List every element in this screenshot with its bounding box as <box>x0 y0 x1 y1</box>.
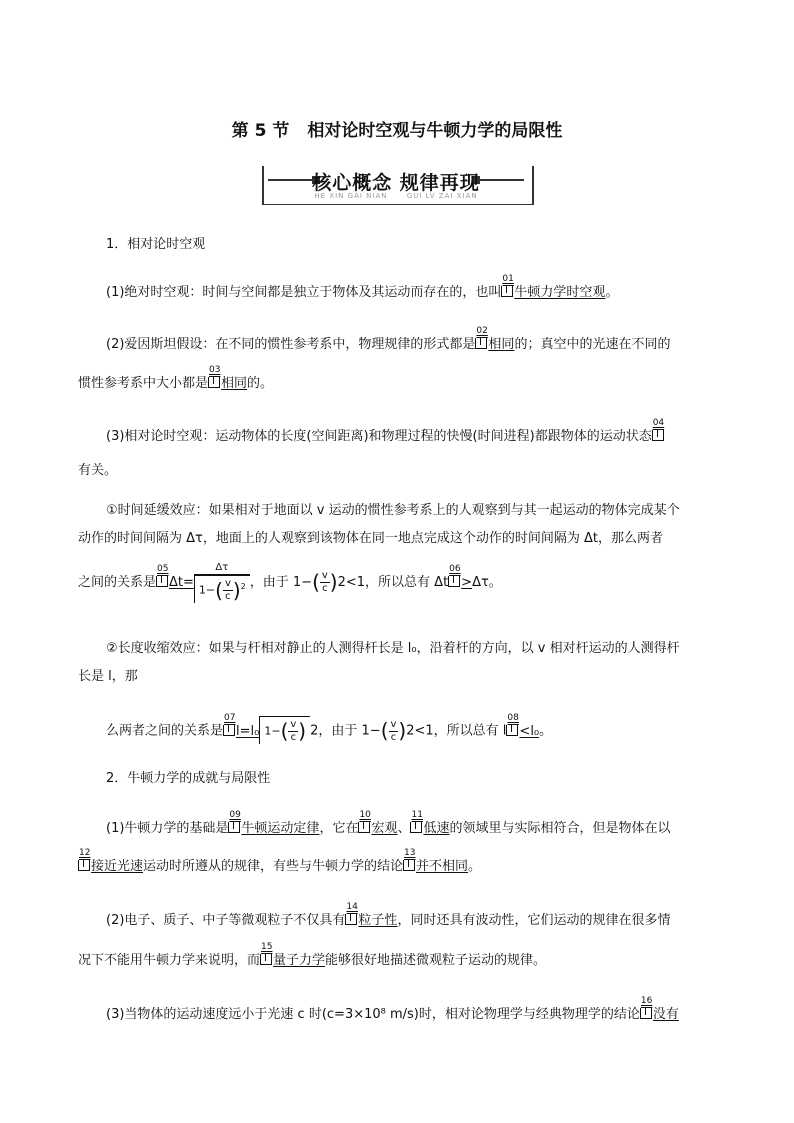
answer-text: 接近光速 <box>91 859 144 874</box>
paren-icon: ) <box>398 718 407 743</box>
answer-mark-icon <box>640 1008 652 1019</box>
text: (1)绝对时空观：时间与空间都是独立于物体及其运动而存在的，也叫 <box>106 285 502 300</box>
answer-blank-13 <box>403 848 469 875</box>
answer-text: Δt= <box>169 575 194 590</box>
text: ，同时还具有波动性，它们运动的规律在很多情 <box>397 913 671 928</box>
exponent: 2 <box>240 581 246 591</box>
answer-blank-03 <box>208 365 248 392</box>
answer-mark-icon <box>345 914 357 925</box>
blank-number: 06 <box>449 564 461 574</box>
answer-blank-11 <box>410 810 450 837</box>
blank-number: 13 <box>404 848 416 858</box>
banner-main-text: 核心概念 规律再现 <box>312 172 480 194</box>
time-dilation-line1: ①时间延缓效应：如果相对于地面以 v 运动的惯性参考系上的人观察到与其一起运动的物体完成某个 <box>106 503 680 518</box>
denominator <box>194 575 250 603</box>
blank-number: 16 <box>640 996 653 1006</box>
blank-number: 11 <box>411 810 423 820</box>
paragraph-2-2-line1 <box>106 902 671 929</box>
answer-mark-icon <box>410 822 422 833</box>
blank-number: 08 <box>507 712 519 723</box>
answer-mark-icon <box>228 822 240 833</box>
text: 。 <box>539 723 553 739</box>
blank-number: 02 <box>476 326 488 336</box>
answer-text: 低速 <box>423 821 450 836</box>
answer-text: 宏观 <box>371 821 398 836</box>
v: v <box>290 719 297 730</box>
answer-text: 相同 <box>221 376 248 391</box>
text: 运动时所遵从的规律，有些与牛顿力学的结论 <box>143 859 404 874</box>
text: 2<1，所以总有 l <box>406 723 507 739</box>
answer-text: 粒子性 <box>358 913 398 928</box>
paragraph-1-1 <box>106 274 619 301</box>
blank-number: 07 <box>224 712 236 723</box>
answer-mark-icon <box>260 954 272 965</box>
blank-number: 14 <box>346 902 358 912</box>
blank-number: 05 <box>157 564 169 574</box>
time-dilation-fraction <box>194 562 250 603</box>
banner-sub-right: GUI LV ZAI XIAN <box>406 192 478 200</box>
paren-icon: ) <box>329 570 338 594</box>
core-concepts-banner <box>262 166 530 210</box>
v: v <box>390 718 397 730</box>
text: 的。 <box>247 376 274 391</box>
paren-icon: ( <box>380 718 389 743</box>
answer-text: 量子力学 <box>273 953 326 968</box>
answer-blank-01 <box>501 274 606 301</box>
answer-text: 没有 <box>652 1007 679 1022</box>
text: 。 <box>605 285 619 300</box>
paragraph-2-2-line2 <box>78 942 547 969</box>
answer-text: > <box>461 575 473 590</box>
text: 的领域里与实际相符合，但是物体在以 <box>449 821 671 836</box>
answer-blank-15 <box>260 942 326 969</box>
answer-blank-10 <box>358 810 398 837</box>
text: 2，由于 1− <box>310 723 381 739</box>
text: 况下不能用牛顿力学来说明，而 <box>78 953 261 968</box>
text: 的；真空中的光速在不同的 <box>514 337 671 352</box>
v-over-c <box>320 570 330 595</box>
answer-blank-09 <box>228 810 320 837</box>
answer-blank-12 <box>78 848 144 875</box>
answer-mark-icon <box>652 430 664 441</box>
section-number: 第 5 节 <box>231 121 290 141</box>
blank-number: 09 <box>229 810 241 820</box>
blank-number: 04 <box>652 418 665 428</box>
paren-icon: ) <box>298 719 307 743</box>
answer-text: l=l₀ <box>236 723 260 739</box>
text: (3)相对论时空观：运动物体的长度(空间距离)和物理过程的快慢(时间进程)都跟物体的运动状态 <box>106 429 652 444</box>
answer-text: 牛顿运动定律 <box>241 821 320 836</box>
banner-sub-left: HE XIN GAI NIAN <box>314 192 388 200</box>
c: c <box>290 732 297 743</box>
answer-mark-icon <box>208 377 220 388</box>
numerator: Δτ <box>194 562 250 575</box>
paragraph-2-1-line2 <box>78 848 482 875</box>
answer-blank-06 <box>448 564 473 591</box>
answer-blank-08 <box>506 712 540 740</box>
v-over-c <box>389 719 399 744</box>
length-contraction-line3 <box>106 712 553 744</box>
text: 能够很好地描述微观粒子运动的规律。 <box>325 953 547 968</box>
paren-icon: ( <box>280 719 289 743</box>
paren-icon: ) <box>232 578 241 603</box>
answer-mark-icon <box>223 725 235 736</box>
blank-number: 03 <box>209 365 221 375</box>
paragraph-1-3-line2: 有关。 <box>78 463 118 478</box>
section-title-text: 相对论时空观与牛顿力学的局限性 <box>307 121 563 141</box>
blank-number: 10 <box>359 810 371 820</box>
answer-mark-icon <box>501 286 513 297</box>
heading-1: 1．相对论时空观 <box>106 237 206 252</box>
answer-mark-icon <box>448 576 460 587</box>
text: 么两者之间的关系是 <box>106 723 224 739</box>
v: v <box>224 578 231 589</box>
v-over-c <box>223 578 233 603</box>
c: c <box>225 591 231 602</box>
answer-blank-04 <box>652 418 665 445</box>
time-dilation-line3 <box>78 562 502 603</box>
text: 、 <box>397 821 411 836</box>
answer-blank-02 <box>475 326 515 353</box>
answer-mark-icon <box>78 860 90 871</box>
text: (2)爱因斯坦假设：在不同的惯性参考系中，物理规律的形式都是 <box>106 337 476 352</box>
blank-number: 01 <box>502 274 514 284</box>
paren-icon: ( <box>312 570 320 594</box>
time-dilation-line2: 动作的时间间隔为 Δτ，地面上的人观察到该物体在同一地点完成这个动作的时间间隔为 Δt，那么两者 <box>78 531 663 546</box>
text: 。 <box>468 859 482 874</box>
section-title <box>0 116 794 141</box>
text: Δτ。 <box>472 575 502 590</box>
text: 2<1，所以总有 Δt <box>337 575 449 590</box>
answer-blank-07 <box>223 712 260 740</box>
paragraph-2-3 <box>106 996 679 1023</box>
paragraph-1-3-line1 <box>106 418 665 445</box>
answer-blank-16 <box>640 996 679 1023</box>
answer-blank-14 <box>345 902 398 929</box>
v-over-c <box>288 719 298 744</box>
paragraph-1-2-line2 <box>78 365 274 392</box>
text: ，由于 1− <box>249 575 313 590</box>
length-contraction-line2: 长是 l，那 <box>78 669 138 684</box>
text: 惯性参考系中大小都是 <box>78 376 209 391</box>
answer-mark-icon <box>403 860 415 871</box>
answer-text: 牛顿力学时空观 <box>514 285 606 300</box>
banner-subtitle <box>262 192 530 200</box>
text: (1)牛顿力学的基础是 <box>106 821 229 836</box>
text: ，它在 <box>319 821 359 836</box>
answer-mark-icon <box>475 338 487 349</box>
heading-2: 2．牛顿力学的成就与局限性 <box>106 771 271 786</box>
answer-text: 相同 <box>488 337 515 352</box>
answer-text: <l₀ <box>519 723 540 739</box>
answer-blank-05 <box>156 564 194 591</box>
paragraph-2-1-line1 <box>106 810 671 837</box>
answer-text: 并不相同 <box>416 859 469 874</box>
v: v <box>321 570 328 581</box>
c: c <box>322 583 328 594</box>
text: 1− <box>264 724 281 738</box>
answer-mark-icon <box>506 725 518 736</box>
text: 之间的关系是 <box>78 575 157 590</box>
length-contraction-line1: ②长度收缩效应：如果与杆相对静止的人测得杆长是 l₀，沿着杆的方向，以 v 相对杆运动的人测得杆 <box>106 641 680 656</box>
paren-icon: ( <box>215 578 223 603</box>
c: c <box>390 731 397 743</box>
answer-mark-icon <box>156 576 168 587</box>
answer-mark-icon <box>358 822 370 833</box>
sqrt-sign <box>259 716 310 744</box>
text: (2)电子、质子、中子等微观粒子不仅具有 <box>106 913 346 928</box>
blank-number: 15 <box>261 942 273 952</box>
sqrt-sign <box>194 575 250 603</box>
paragraph-1-2-line1 <box>106 326 671 353</box>
text: 1− <box>198 583 216 597</box>
blank-number: 12 <box>79 848 91 858</box>
text: (3)当物体的运动速度远小于光速 c 时(c=3×10⁸ m/s)时，相对论物理学与经典物理学的结论 <box>106 1007 640 1022</box>
